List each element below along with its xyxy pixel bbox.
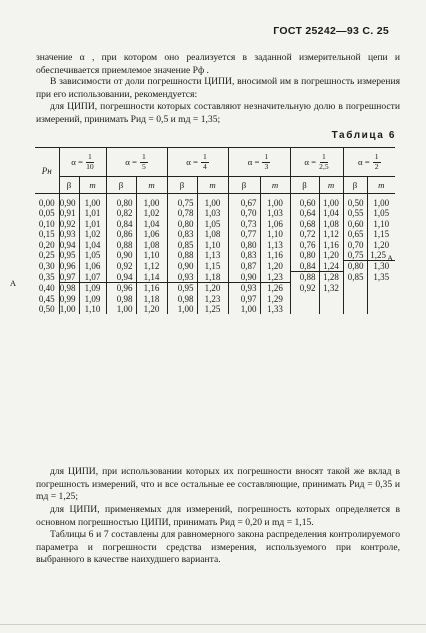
table-cell: 0,78: [167, 208, 197, 218]
table-cell: 0,88: [290, 272, 319, 283]
table-cell: 1,15: [197, 261, 228, 272]
table-cell: 0,96: [59, 261, 79, 272]
table-cell: 0,97: [59, 272, 79, 283]
group-header: α = $\frac{1}{10}$: [59, 148, 106, 177]
table-cell: 1,20: [367, 240, 395, 250]
table-cell: 0,90: [59, 194, 79, 209]
table-cell: 1,07: [79, 272, 106, 283]
table-cell: 1,18: [136, 294, 167, 304]
table-cell: [319, 304, 343, 314]
table-cell: 1,02: [79, 229, 106, 239]
table-row: [35, 219, 395, 229]
group-header: α = $\frac{1}{4}$: [167, 148, 228, 177]
table-cell: 1,08: [197, 229, 228, 239]
table-row: [35, 194, 395, 209]
table-cell: 1,04: [79, 240, 106, 250]
table-cell: 1,04: [319, 208, 343, 218]
table-cell: 1,06: [79, 261, 106, 272]
sub-beta: β: [290, 177, 319, 194]
table-cell: 0,84: [290, 261, 319, 272]
table-cell: 0,70: [228, 208, 260, 218]
table-cell: 0,96: [106, 283, 136, 294]
table-cell: 1,00: [319, 194, 343, 209]
table-cell: 1,12: [136, 261, 167, 272]
table-cell: 0,80: [228, 240, 260, 250]
table-cell: 0,87: [228, 261, 260, 272]
table-cell: 1,10: [79, 304, 106, 314]
table-cell: 1,15: [367, 229, 395, 239]
table-cell: [290, 304, 319, 314]
marker-left: A: [9, 278, 17, 288]
table-cell: 0,60: [290, 194, 319, 209]
table-cell: 0,93: [167, 272, 197, 283]
row-p-value: 0,15: [38, 229, 55, 240]
table-cell: 0,72: [290, 229, 319, 239]
table-cell: 1,05: [79, 250, 106, 261]
table-cell: 1,08: [319, 219, 343, 229]
table-cell: 0,90: [167, 261, 197, 272]
table-cell: 1,09: [79, 283, 106, 294]
table-cell: [343, 294, 367, 304]
page-bottom-rule: [0, 624, 426, 625]
table-cell: 1,23: [197, 294, 228, 304]
table-cell: 1,00: [136, 194, 167, 209]
paragraph-3: для ЦИПИ, погрешности которых составляют незначительную долю в погрешности измерений, принимать Pид = 0,5 и mд = 1,35;: [36, 101, 400, 125]
row-p-value: 0,25: [38, 250, 55, 261]
table-cell: 1,26: [260, 283, 290, 294]
table-cell: 1,16: [319, 240, 343, 250]
sub-m: m: [367, 177, 395, 194]
table-cell: [290, 294, 319, 304]
row-p-value: 0,30: [38, 261, 55, 272]
sub-beta: β: [59, 177, 79, 194]
table-cell: 1,04: [136, 219, 167, 229]
table-cell: 0,64: [290, 208, 319, 218]
table-cell: 0,85: [343, 272, 367, 283]
table-row: [35, 229, 395, 239]
table-cell: 1,06: [136, 229, 167, 239]
table-cell: 1,30: [367, 261, 395, 272]
table-cell: 0,98: [167, 294, 197, 304]
sub-m: m: [79, 177, 106, 194]
table-cell: 1,23: [260, 272, 290, 283]
table-cell: 0,68: [290, 219, 319, 229]
table-cell: 0,94: [106, 272, 136, 283]
group-header: α = $\frac{1}{5}$: [106, 148, 167, 177]
table-cell: 1,09: [79, 294, 106, 304]
table-row: [35, 240, 395, 250]
table-cell: 1,01: [79, 219, 106, 229]
table-cell: 1,20: [136, 304, 167, 314]
sub-beta: β: [167, 177, 197, 194]
row-p-value: A 0,40: [9, 278, 55, 293]
table-cell: 1,00: [59, 304, 79, 314]
sub-beta: β: [228, 177, 260, 194]
table-cell: 1,25: [197, 304, 228, 314]
group-header: α = $\frac{1}{2}$: [343, 148, 395, 177]
table-cell: 1,10: [136, 250, 167, 261]
table-cell: 1,18: [197, 272, 228, 283]
table-cell: 0,80: [290, 250, 319, 261]
table-cell: 0,75: [167, 194, 197, 209]
table-cell: 0,95: [167, 283, 197, 294]
table-cell: 0,98: [59, 283, 79, 294]
table-cell: 0,90: [106, 250, 136, 261]
table-cell: 1,33: [260, 304, 290, 314]
table-cell: 1,08: [136, 240, 167, 250]
sub-m: m: [136, 177, 167, 194]
table-cell: 1,32: [319, 283, 343, 294]
row-p-value: 0,20: [38, 239, 55, 250]
table-row: [35, 250, 395, 261]
table-cell: 1,29: [260, 294, 290, 304]
table-cell: 0,70: [343, 240, 367, 250]
table-cell: 0,67: [228, 194, 260, 209]
table-cell: 0,90: [228, 272, 260, 283]
table-cell: [343, 304, 367, 314]
table-cell: [343, 283, 367, 294]
table-cell: 0,92: [106, 261, 136, 272]
table-cell: 1,03: [197, 208, 228, 218]
table-cell: 1,12: [319, 229, 343, 239]
table-cell: 1,00: [228, 304, 260, 314]
table-cell: 0,99: [59, 294, 79, 304]
table-cell: 1,00: [167, 304, 197, 314]
table-cell: 1,20: [197, 283, 228, 294]
paragraph-1: значение α , при котором оно реализуется в заданной измерительной цепи и обеспечивается приемлемое значение Pф .: [36, 52, 400, 76]
table-cell: [367, 294, 395, 304]
row-p-value: 0,50: [38, 304, 55, 315]
table-cell: 1,00: [79, 194, 106, 209]
table-cell: 1,20: [319, 250, 343, 261]
table-cell: 0,97: [228, 294, 260, 304]
table-cell: [367, 304, 395, 314]
table-caption: Таблица 6: [331, 130, 396, 141]
sub-beta: β: [106, 177, 136, 194]
table-row: [35, 261, 395, 272]
table-cell: 0,80: [106, 194, 136, 209]
table-cell: 0,75: [343, 250, 367, 261]
row-p-value: 0,05: [38, 208, 55, 219]
row-p-value: 0,00: [38, 198, 55, 208]
table-cell: 0,95: [59, 250, 79, 261]
row-p-value: 0,45: [38, 293, 55, 304]
table-cell: 1,01: [79, 208, 106, 218]
sub-m: m: [197, 177, 228, 194]
table-cell: 1,24: [319, 261, 343, 272]
table-row: [35, 294, 395, 304]
page-header: ГОСТ 25242—93 С. 25: [273, 25, 389, 37]
table-cell: 1,02: [136, 208, 167, 218]
sub-m: m: [319, 177, 343, 194]
paragraph-4: для ЦИПИ, при использовании которых их погрешности вносят такой же вклад в погрешность измерений, что и все остальные ее составляющие, принимать Pид = 0,35 и mд = 1,25;: [36, 466, 400, 503]
table-cell: 0,77: [228, 229, 260, 239]
table-cell: 1,05: [367, 208, 395, 218]
table-cell: 0,80: [343, 261, 367, 272]
paragraph-2: В зависимости от доли погрешности ЦИПИ, вносимой им в погрешность измерения при его использовании, рекомендуется:: [36, 76, 400, 100]
table-cell: 1,16: [136, 283, 167, 294]
table-cell: 0,94: [59, 240, 79, 250]
table-cell: 0,65: [343, 229, 367, 239]
paragraph-5: для ЦИПИ, применяемых для измерений, погрешность которых определяется в основном погрешностью ЦИПИ, принимать Pид = 0,20 и mд = 1,15.: [36, 504, 400, 528]
table-cell: 0,93: [228, 283, 260, 294]
table-cell: 0,83: [228, 250, 260, 261]
sub-m: m: [260, 177, 290, 194]
table-cell: 0,84: [106, 219, 136, 229]
table-cell: 0,50: [343, 194, 367, 209]
table-cell: 1,25A: [367, 250, 395, 261]
table-cell: 1,16: [260, 250, 290, 261]
table-cell: 0,98: [106, 294, 136, 304]
table-row: [35, 283, 395, 294]
table-cell: 0,82: [106, 208, 136, 218]
table-cell: 0,73: [228, 219, 260, 229]
table-cell: 1,06: [260, 219, 290, 229]
table-cell: 1,28: [319, 272, 343, 283]
table-cell: 0,83: [167, 229, 197, 239]
table-cell: 1,10: [367, 219, 395, 229]
table-cell: 1,10: [260, 229, 290, 239]
row-p-value: 0,10: [38, 218, 55, 229]
table-cell: 0,91: [59, 208, 79, 218]
table-row: [35, 208, 395, 218]
marker-right: A: [387, 253, 394, 264]
sub-beta: β: [343, 177, 367, 194]
table-cell: 0,60: [343, 219, 367, 229]
table-cell: 0,86: [106, 229, 136, 239]
table-cell: 0,55: [343, 208, 367, 218]
table-cell: 1,20: [260, 261, 290, 272]
table-cell: 0,76: [290, 240, 319, 250]
table-row: [35, 272, 395, 283]
table-cell: 1,03: [260, 208, 290, 218]
table-cell: 0,80: [167, 219, 197, 229]
table-cell: 1,35: [367, 272, 395, 283]
data-table: [9, 147, 395, 315]
table-cell: 1,10: [197, 240, 228, 250]
table-cell: 0,88: [167, 250, 197, 261]
table-cell: 1,13: [260, 240, 290, 250]
table-cell: 1,00: [260, 194, 290, 209]
table-cell: 0,92: [59, 219, 79, 229]
group-header: α = $\frac{1}{2,5}$: [290, 148, 343, 177]
table-cell: 1,14: [136, 272, 167, 283]
row-header-p: Pн: [35, 148, 59, 194]
table-cell: 0,93: [59, 229, 79, 239]
table-cell: 0,85: [167, 240, 197, 250]
table-cell: [319, 294, 343, 304]
table-cell: 1,00: [367, 194, 395, 209]
table-cell: 1,05: [197, 219, 228, 229]
table-cell: [367, 283, 395, 294]
table-row: [35, 304, 395, 314]
table-cell: 0,92: [290, 283, 319, 294]
table-cell: 0,88: [106, 240, 136, 250]
paragraph-6: Таблицы 6 и 7 составлены для равномерного закона распределения контролируемого параметра и погрешности средства измерения, используемого при контроле, выбранного в качестве наихудшего варианта.: [36, 529, 400, 566]
table-cell: 1,13: [197, 250, 228, 261]
group-header: α = $\frac{1}{3}$: [228, 148, 290, 177]
table-cell: 1,00: [197, 194, 228, 209]
table-cell: 1,00: [106, 304, 136, 314]
row-p-value: 0,35: [38, 272, 55, 283]
